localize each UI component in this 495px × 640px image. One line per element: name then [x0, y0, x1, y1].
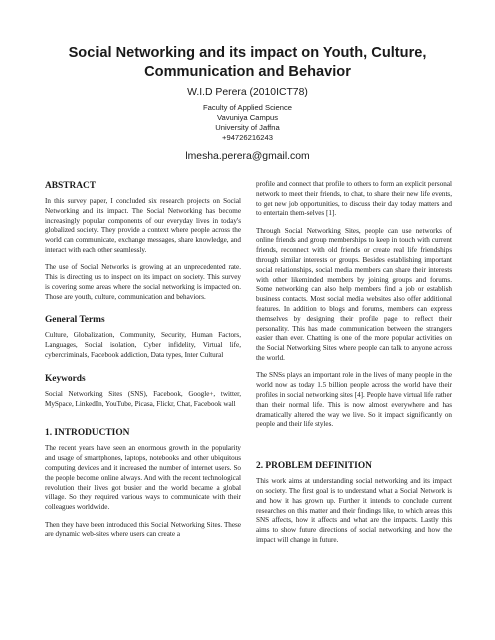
right-column [256, 180, 452, 553]
left-column [45, 180, 241, 548]
abstract-paragraph-2: The use of Social Networks is growing at an unprecedented rate. This is directing us to inspect on its impact on society. This survey is covering some areas where the social networking is impacted on. Those are youth, culture, communication and behaviors. [45, 263, 241, 301]
affiliation-phone: +94726216243 [222, 133, 273, 142]
introduction-paragraph-5: The SNSs plays an important role in the lives of many people in the world now as today 1.5 billion people across the world have their profiles in social networking sites [4]. People have virtual life rather than their normal life. This is now almost everywhere and has dramatically altered the way we live. So it impact significantly on people and their life styles. [256, 371, 452, 429]
introduction-heading: 1. INTRODUCTION [45, 428, 130, 439]
introduction-paragraph-1: The recent years have seen an enormous growth in the popularity and usage of smartphones, laptops, notebooks and other ubiquitous computing devices and it increased the number of internet users. So the people become online always. And with the recent technological revolution their lives got busier and the world became a global village. So they required various ways to communicate with their colleagues worldwide. [45, 444, 241, 512]
keywords-heading: Keywords [45, 373, 86, 384]
abstract-paragraph-1: In this survey paper, I concluded six research projects on Social Networking and its impact. The Social Networking has become increasingly popular components of our everyday lives in today's globalized society. They provide a context where people across the world can communicate, exchange messages, share knowledge, and interact with each other seamlessly. [45, 197, 241, 254]
general-terms-text: Culture, Globalization, Community, Security, Human Factors, Languages, Social isolation, Cyber infidelity, Virtual life, cybercriminals, Facebook addiction, Data types, Inter Cultural [45, 331, 241, 360]
title-line-1: Social Networking and its impact on Youth, Culture, [68, 45, 427, 61]
affiliation-faculty: Faculty of Applied Science [202, 103, 293, 112]
author-email: lmesha.perera@gmail.com [185, 151, 310, 162]
author-name: W.I.D Perera (2010ICT78) [187, 87, 308, 98]
abstract-heading: ABSTRACT [45, 181, 97, 191]
introduction-paragraph-2: Then they have been introduced this Social Networking Sites. These are dynamic web-sites where users can create a [45, 520, 241, 539]
keywords-text: Social Networking Sites (SNS), Facebook, Google+, twitter, MySpace, LinkedIn, YouTube, Picasa, Flickr, Chat, Facebook wall [45, 389, 241, 408]
problem-definition-paragraph: This work aims at understanding social networking and its impact on society. The first goal is to understand what a Social Network is and how it has grown up. Further it intends to conclude current researches on this matter and their findings like, to which areas this SNS affects, how it affects and what are the impacts. Lastly this aims to show future directions of social networking and how the impact will change in future. [256, 477, 452, 544]
problem-definition-heading: 2. PROBLEM DEFINITION [256, 461, 372, 472]
title-line-2: Communication and Behavior [144, 64, 351, 80]
paper-header [0, 44, 495, 163]
introduction-paragraph-3: profile and connect that profile to others to form an explicit personal network to meet their friends, to chat, to share their new life events, to get new job opportunities, to discuss their day today matters and to entertain them-selves [1]. [256, 180, 452, 218]
general-terms-heading: General Terms [45, 315, 105, 326]
paper-title [0, 44, 495, 82]
affiliation-university: University of Jaffna [215, 123, 280, 132]
affiliation-campus: Vavuniya Campus [216, 113, 279, 122]
introduction-paragraph-4: Through Social Networking Sites, people can use networks of online friends and group memberships to keep in touch with current friends, reconnect with old friends or create real life friendships through similar interests or groups. Besides establishing important social relationships, social media members can share their interests with other likeminded members by joining groups and forums. Some networking can also help members find a job or establish business contacts. Most social media websites also offer additional features. In addition to blogs and forums, members can express themselves by designing their profile page to reflect their personality. This has made communication between the strangers easier than ever. Chatting is one of the more popular activities on the Social Networking Sites where people can talk to anyone across the world. [256, 226, 452, 363]
author-affiliation [0, 103, 495, 143]
